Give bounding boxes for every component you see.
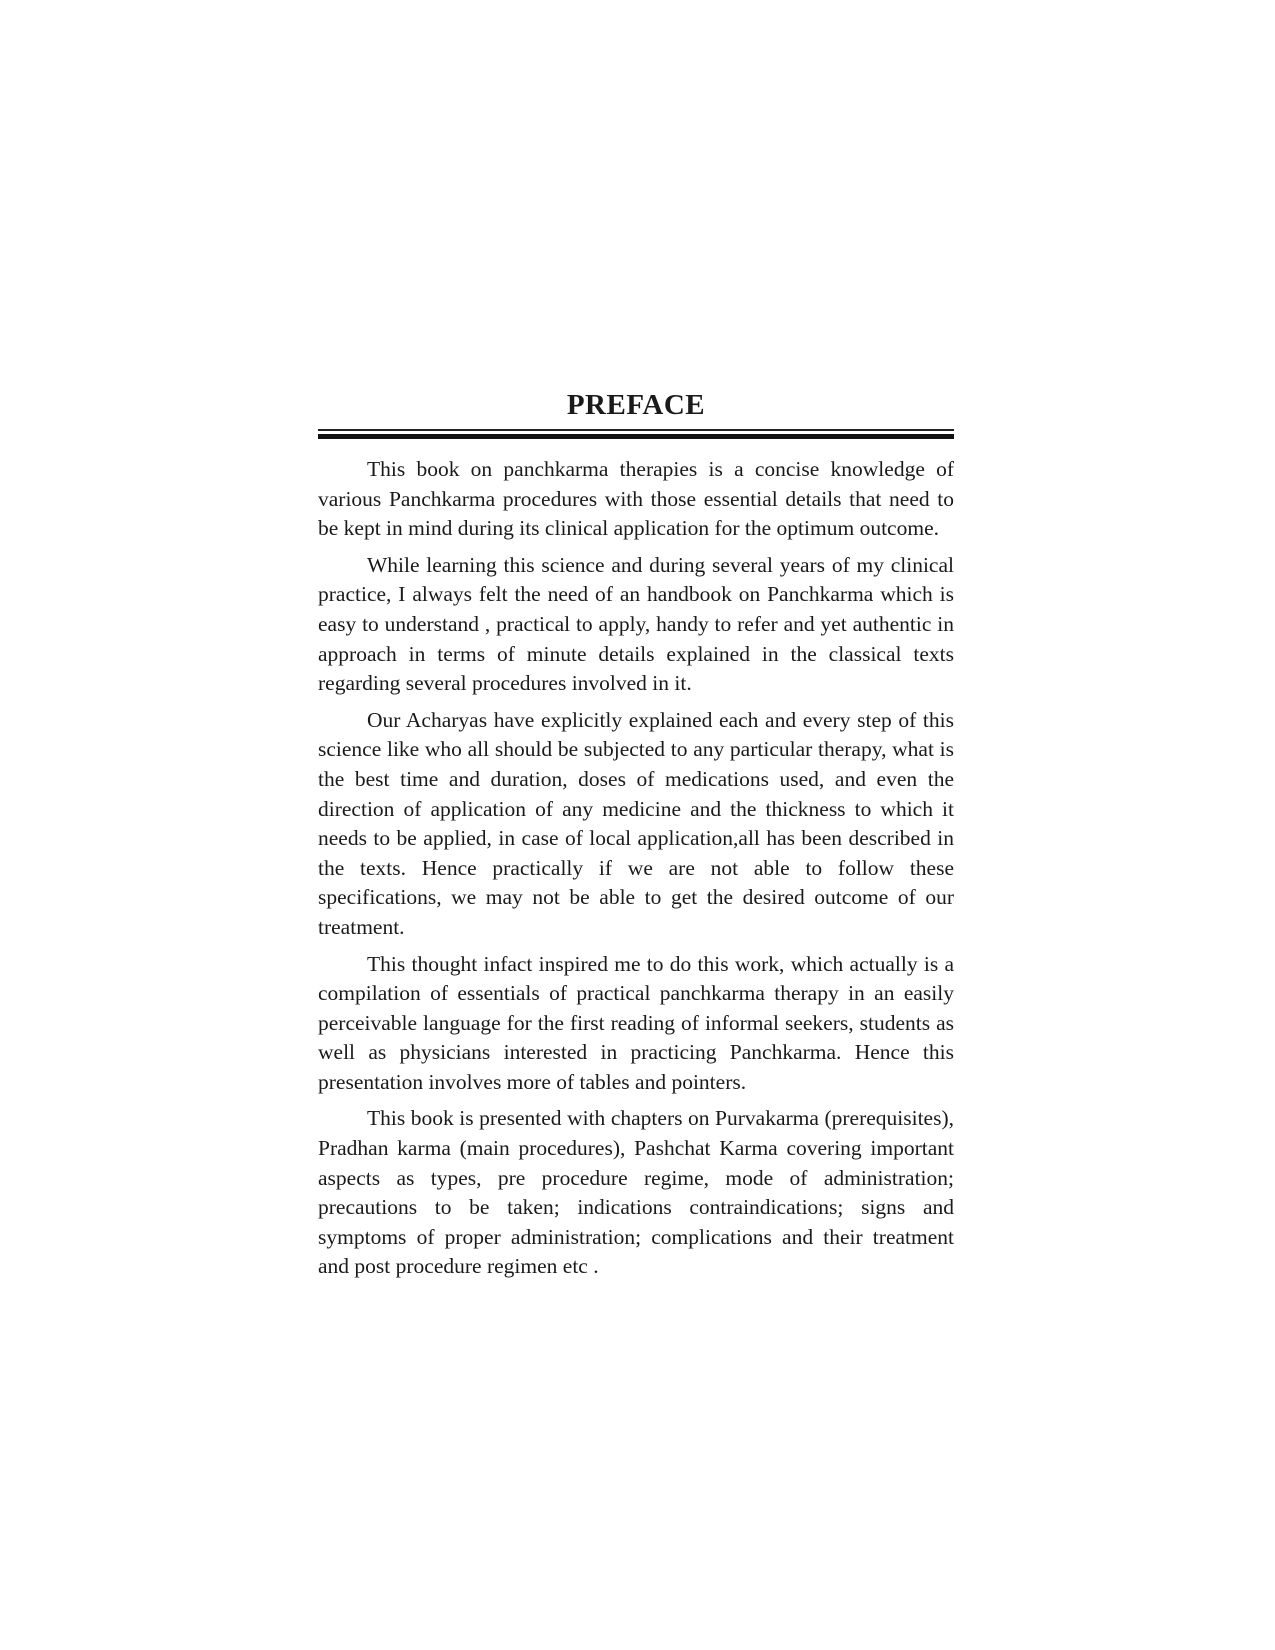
paragraph-1: This book on panchkarma therapies is a concise knowledge of various Panchkarma procedures with those essential details that need to be kept in mind during its clinical application for the optimum outcome. [318, 457, 954, 541]
title-rule-thin [318, 429, 954, 431]
title-rule-thick [318, 434, 954, 439]
preface-body [318, 455, 954, 1289]
paragraph-5: This book is presented with chapters on Purvakarma (prerequisites), Pradhan karma (main procedures), Pashchat Karma covering important aspects as types, pre procedure regime, mode of administration; precautions to be taken; indications contraindications; signs and symptoms of proper administration; complications and their treatment and post procedure regimen etc . [318, 1106, 954, 1279]
paragraph-2: While learning this science and during several years of my clinical practice, I always felt the need of an handbook on Panchkarma which is easy to understand , practical to apply, handy to refer and yet authentic in approach in terms of minute details explained in the classical texts regarding several procedures involved in it. [318, 552, 954, 696]
page-title: PREFACE [566, 389, 706, 421]
paragraph-4: This thought infact inspired me to do this work, which actually is a compilation of essentials of practical panchkarma therapy in an easily perceivable language for the first reading of informal seekers, students as well as physicians interested in practicing Panchkarma. Hence this presentation involves more of tables and pointers. [318, 951, 954, 1094]
paragraph-3: Our Acharyas have explicitly explained each and every step of this science like who all should be subjected to any particular therapy, what is the best time and duration, doses of medications used, and even the direction of application of any medicine and the thickness to which it needs to be applied, in case of local application,all has been described in the texts. Hence practically if we are not able to follow these specifications, we may not be able to get the desired outcome of our treatment. [318, 707, 954, 939]
